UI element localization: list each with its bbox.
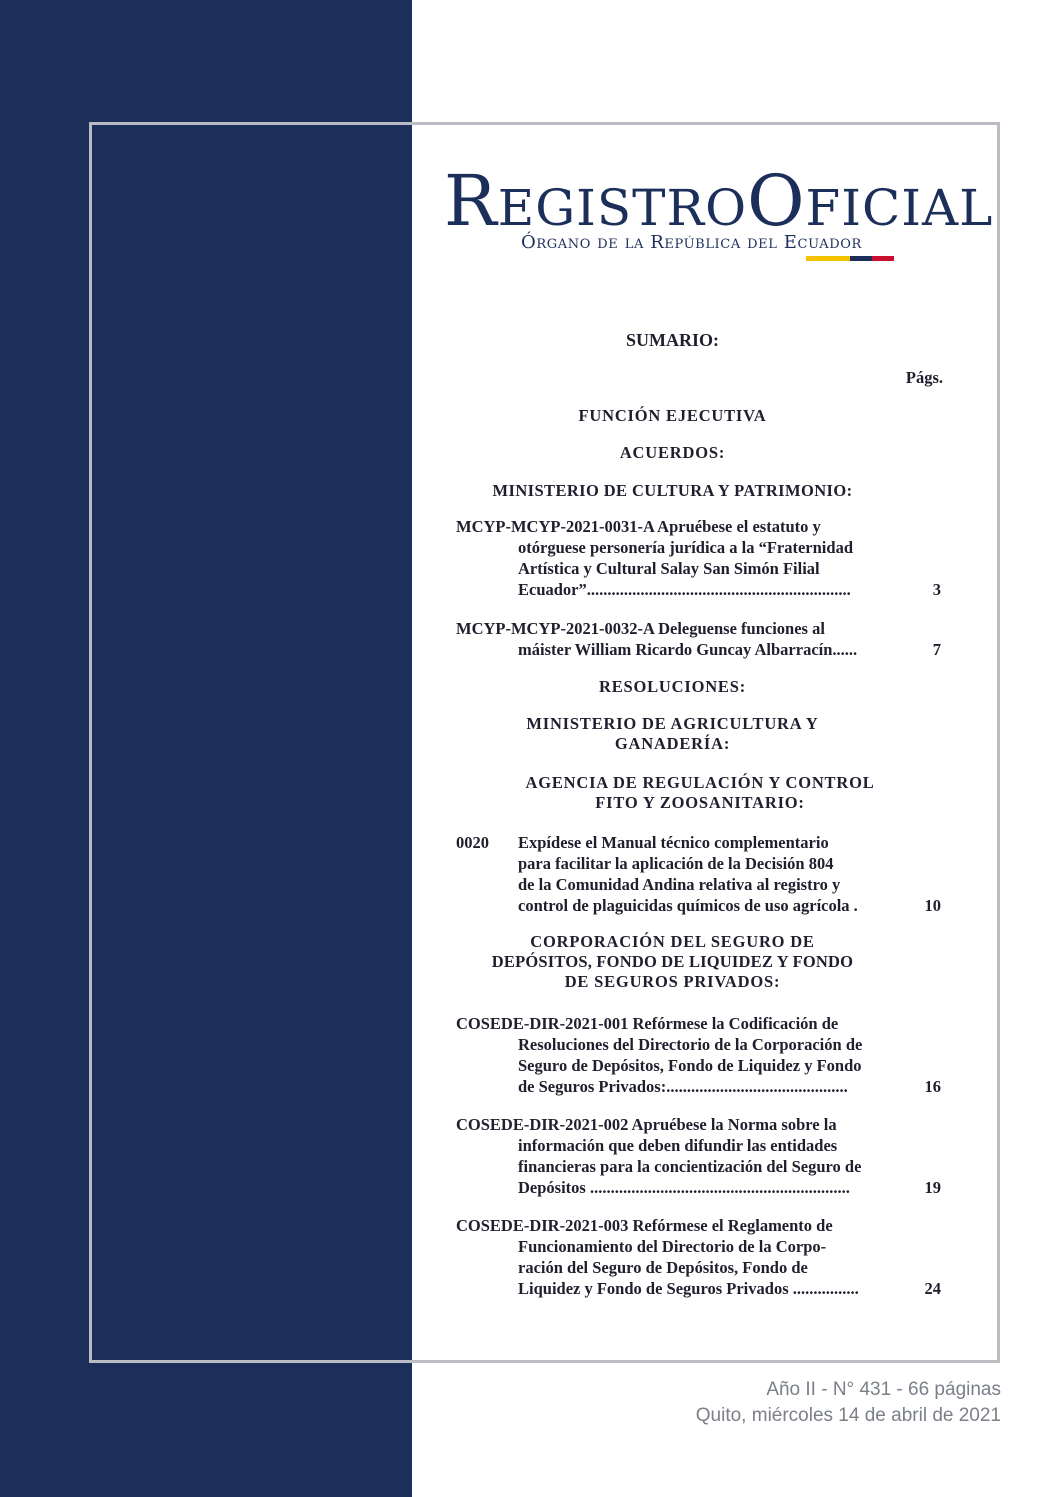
issue-date: Quito, miércoles 14 de abril de 2021 (695, 1405, 1001, 1426)
resoluciones-heading: RESOLUCIONES: (598, 677, 747, 696)
toc-entry: COSEDE-DIR-2021-002 Apruébese la Norma sobre la información que deben difundir las entidades financieras para la concientización del Seguro de Depósitos ............................................................... 19 (456, 1115, 941, 1197)
toc-page-number: 16 (924, 1077, 941, 1096)
masthead-logo (440, 160, 994, 270)
corporacion-heading: CORPORACIÓN DEL SEGURO DE DEPÓSITOS, FONDO DE LIQUIDEZ Y FONDO DE SEGUROS PRIVADOS: (491, 932, 854, 991)
masthead-title: REGISTROOFICIAL (444, 160, 994, 242)
toc-page-number: 7 (932, 640, 941, 659)
ministerio-agricultura-heading: MINISTERIO DE AGRICULTURA Y GANADERÍA: (526, 714, 819, 753)
entry-code: 0020 (456, 833, 489, 852)
toc-page-number: 10 (924, 896, 941, 915)
agencia-heading: AGENCIA DE REGULACIÓN Y CONTROL FITO Y ZOOSANITARIO: (525, 773, 875, 812)
funcion-ejecutiva-heading: FUNCIÓN EJECUTIVA (578, 406, 767, 425)
issue-number: Año II - N° 431 - 66 páginas (766, 1379, 1001, 1400)
issue-footer (696, 1377, 1001, 1429)
toc-entry: 0020 Expídese el Manual técnico complementario para facilitar la aplicación de la Decisión 804 de la Comunidad Andina relativa al registro y control de plaguicidas químicos de uso agrícola . 10 (456, 833, 941, 915)
masthead-subtitle: Órgano de la República del Ecuador (521, 232, 862, 253)
toc-entry: COSEDE-DIR-2021-001 Refórmese la Codificación de Resoluciones del Directorio de la Corporación de Seguro de Depósitos, Fondo de Liquidez y Fondo de Seguros Privados:............................................ 16 (456, 1014, 941, 1096)
ministerio-cultura-heading: MINISTERIO DE CULTURA Y PATRIMONIO: (492, 481, 853, 500)
sumario-title: SUMARIO: (626, 330, 719, 350)
ecuador-flag-stripe (806, 256, 894, 261)
toc-entry: MCYP-MCYP-2021-0031-A Apruébese el estatuto y otórguese personería jurídica a la “Fraternidad Artística y Cultural Salay San Simón Filial Ecuador”................................................................ 3 (456, 517, 941, 599)
acuerdos-heading: ACUERDOS: (619, 443, 726, 462)
toc-entry: COSEDE-DIR-2021-003 Refórmese el Reglamento de Funcionamiento del Directorio de la Corpo- ración del Seguro de Depósitos, Fondo de Liquidez y Fondo de Seguros Privados ................ 24 (456, 1216, 941, 1298)
toc-page-number: 24 (924, 1279, 941, 1298)
toc-entry: MCYP-MCYP-2021-0032-A Deleguense funciones al máister William Ricardo Guncay Albarracín...... 7 (456, 619, 941, 659)
pags-label: Págs. (905, 368, 943, 387)
toc-page-number: 19 (924, 1178, 941, 1197)
toc-page-number: 3 (932, 580, 941, 599)
